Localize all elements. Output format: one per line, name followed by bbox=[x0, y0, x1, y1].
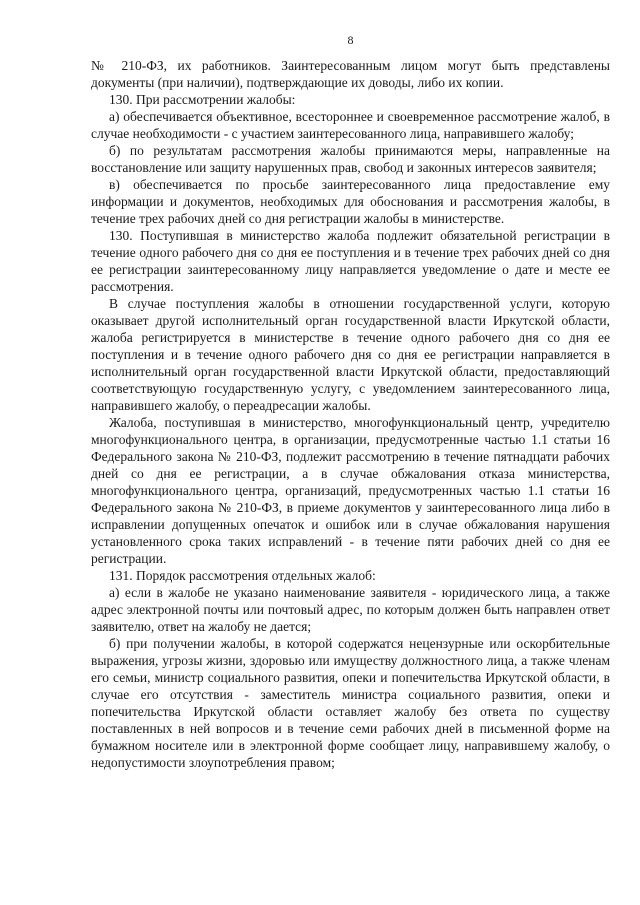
paragraph-131-b: б) при получении жалобы, в которой содержатся нецензурные или оскорбительные выражения, угрозы жизни, здоровью или имуществу должностного лица, а также членам его семьи, министр социального развития, опеки и попечительства Иркутской области, в случае его отсутствия - заместитель министра социального развития, опеки и попечительства Иркутской области оставляет жалобу без ответа по существу поставленных в ней вопросов и в течение семи рабочих дней в письменной форме на бумажном носителе или в электронной форме сообщает лицу, направившему жалобу, о недопустимости злоупотребления правом; bbox=[91, 636, 610, 770]
paragraph-130-heading: 130. При рассмотрении жалобы: bbox=[109, 92, 296, 107]
paragraph-130-registration: 130. Поступившая в министерство жалоба подлежит обязательной регистрации в течение одного рабочего дня со дня ее поступления и в течение трех рабочих дней со дня ее регистрации заинтересованному лицу направляется уведомление о дате и месте ее рассмотрения. bbox=[91, 228, 610, 294]
paragraph-130-c: в) обеспечивается по просьбе заинтересованного лица предоставление ему информации и документов, необходимых для обоснования и рассмотрения жалобы, в течение трех рабочих дней со дня регистрации жалобы в министерстве. bbox=[91, 177, 610, 226]
paragraph-continuation: № 210-ФЗ, их работников. Заинтересованным лицом могут быть представлены документы (при наличии), подтверждающие их доводы, либо их копии. bbox=[91, 58, 610, 90]
paragraph-130-a: а) обеспечивается объективное, всестороннее и своевременное рассмотрение жалоб, в случае необходимости - с участием заинтересованного лица, направившего жалобу; bbox=[91, 109, 610, 141]
paragraph-131-heading: 131. Порядок рассмотрения отдельных жалоб: bbox=[109, 568, 376, 583]
paragraph-131-a: а) если в жалобе не указано наименование заявителя - юридического лица, а также адрес электронной почты или почтовый адрес, по которым должен быть направлен ответ заявителю, ответ на жалобу не дается; bbox=[91, 585, 610, 634]
paragraph-redirect: В случае поступления жалобы в отношении государственной услуги, которую оказывает другой исполнительный орган государственной власти Иркутской области, жалоба регистрируется в министерстве в течение одного рабочего дня со дня ее поступления и в течение одного рабочего дня со дня ее регистрации направляется в исполнительный орган государственной власти Иркутской области, предоставляющий соответствующую государственную услугу, с уведомлением заинтересованного лица, направившего жалобу, о переадресации жалобы. bbox=[91, 296, 610, 413]
paragraph-review-terms: Жалоба, поступившая в министерство, многофункциональный центр, учредителю многофункционального центра, в организации, предусмотренные частью 1.1 статьи 16 Федерального закона № 210-ФЗ, подлежит рассмотрению в течение пятнадцати рабочих дней со дня ее регистрации, а в случае обжалования отказа министерства, многофункционального центра, организаций, предусмотренных частью 1.1 статьи 16 Федерального закона № 210-ФЗ, в приеме документов у заинтересованного лица либо в исправлении допущенных опечаток и ошибок или в случае обжалования нарушения установленного срока таких исправлений - в течение пяти рабочих дней со дня ее регистрации. bbox=[91, 415, 610, 566]
paragraph-130-b: б) по результатам рассмотрения жалобы принимаются меры, направленные на восстановление или защиту нарушенных прав, свобод и законных интересов заявителя; bbox=[91, 143, 610, 175]
page-number: 8 bbox=[347, 33, 354, 47]
